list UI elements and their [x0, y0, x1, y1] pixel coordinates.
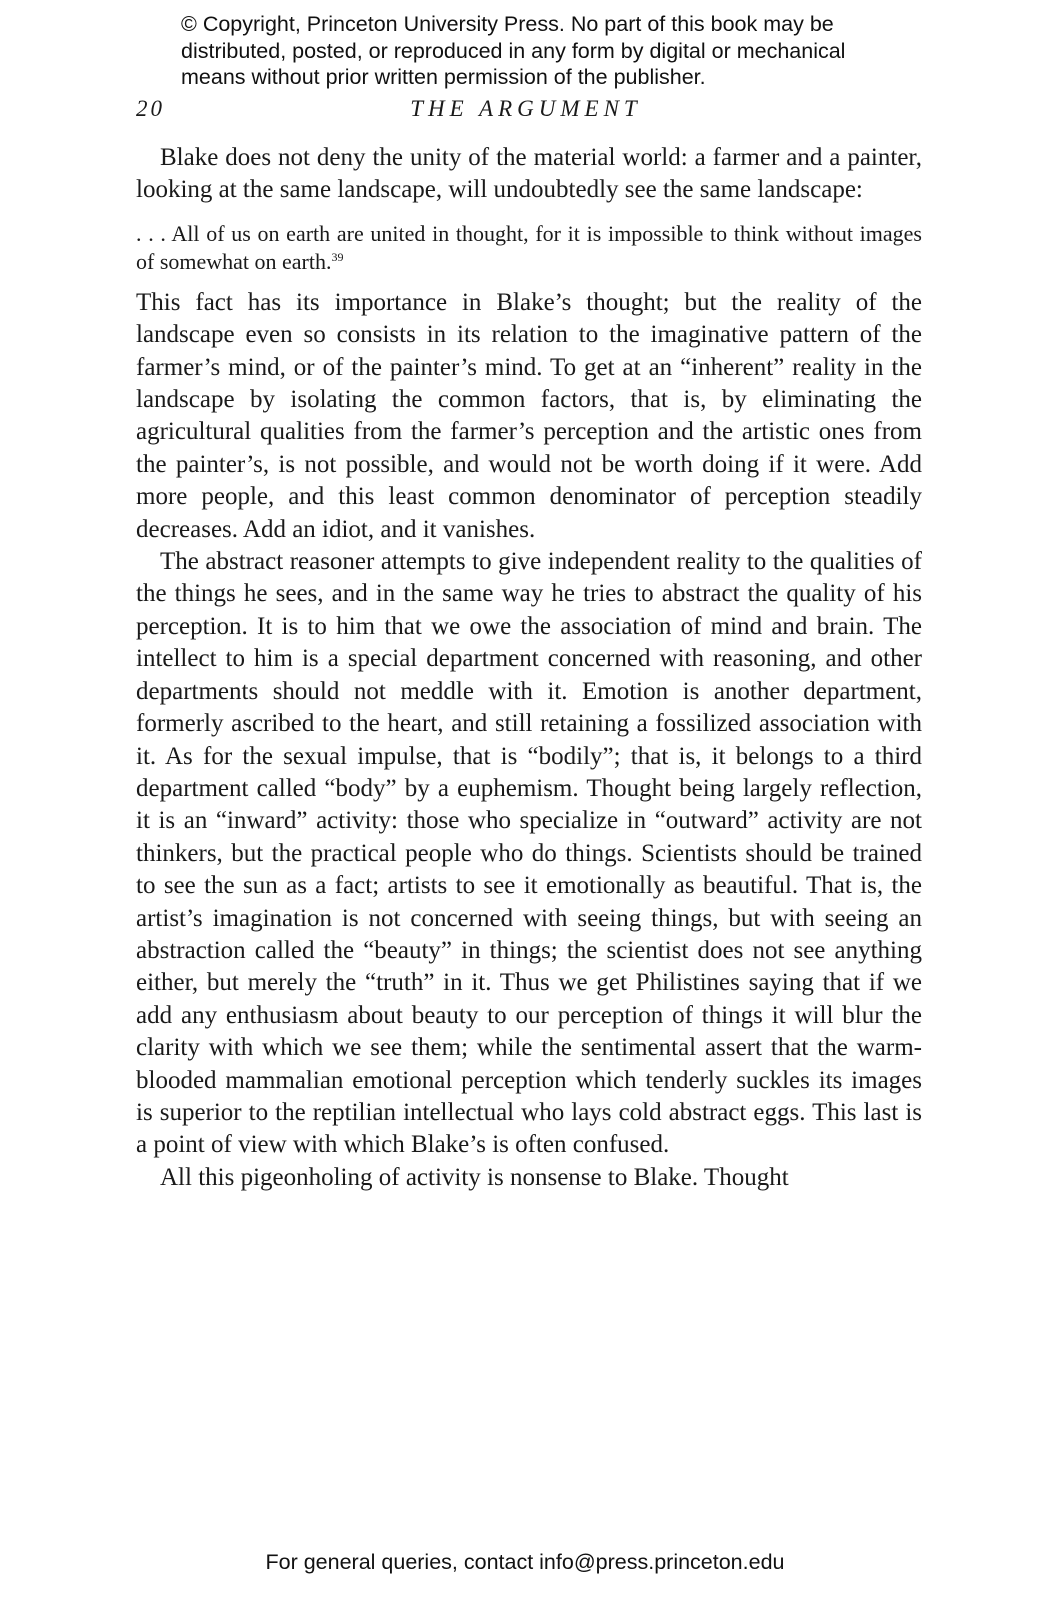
body-text: [136, 142, 922, 1194]
paragraph-2: This fact has its importance in Blake’s thought; but the reality of the landscape even so consists in its relation to the imaginative pattern of the farmer’s mind, or of the painter’s mind. To get at an “inherent” reality in the landscape by isolating the common factors, that is, by eliminating the agricultural qualities from the farmer’s perception and the artistic ones from the painter’s, is not possible, and would not be worth doing if it were. Add more people, and this least common denominator of perception steadily decreases. Add an idiot, and it vanishes.: [136, 288, 922, 543]
page-number: 20: [136, 96, 165, 121]
paragraph-1: Blake does not deny the unity of the material world: a farmer and a painter, looking at the same landscape, will undoubtedly see the same landscape:: [136, 144, 922, 204]
copyright-line-3: means without prior written permission of the publisher.: [181, 65, 706, 89]
paragraph-3: The abstract reasoner attempts to give independent reality to the qualities of the things he sees, and in the same way he tries to abstract the quality of his perception. It is to him that we owe the association of mind and brain. The intellect to him is a special department concerned with reasoning, and other departments should not meddle with it. Emotion is another department, formerly ascribed to the heart, and still retaining a fossilized association with it. As for the sexual impulse, that is “bodily”; that is, it belongs to a third department called “body” by a euphemism. Thought being largely reflection, it is an “inward” activity: those who specialize in “outward” activity are not thinkers, but the practical people who do things. Scientists should be trained to see the sun as a fact; artists to see it emotionally as beautiful. That is, the artist’s imagination is not concerned with seeing things, but with seeing an abstraction called the “beauty” in things; the scientist does not see anything either, but merely the “truth” in it. Thus we get Philistines saying that if we add any enthusiasm about beauty to our perception of things it will blur the clarity with which we see them; while the sentimental assert that the warm-blooded mammalian emotional perception which tenderly suckles its images is superior to the reptilian intellectual who lays cold abstract eggs. This last is a point of view with which Blake’s is often confused.: [136, 548, 922, 1159]
page-header: [136, 96, 916, 132]
footer-contact: For general queries, contact info@press.princeton.edu: [265, 1550, 785, 1574]
copyright-line-2: distributed, posted, or reproduced in any form by digital or mechanical: [181, 38, 846, 63]
block-quote: [136, 220, 922, 277]
copyright-notice: [181, 11, 901, 91]
copyright-line-1: © Copyright, Princeton University Press. No part of this book may be: [181, 12, 834, 36]
quote-text: . . . All of us on earth are united in thought, for it is impossible to think without images of somewhat on earth.: [136, 220, 922, 275]
running-title: THE ARGUMENT: [410, 96, 642, 121]
paragraph-4: All this pigeonholing of activity is nonsense to Blake. Thought: [160, 1163, 789, 1191]
footnote-marker: 39: [331, 250, 344, 265]
